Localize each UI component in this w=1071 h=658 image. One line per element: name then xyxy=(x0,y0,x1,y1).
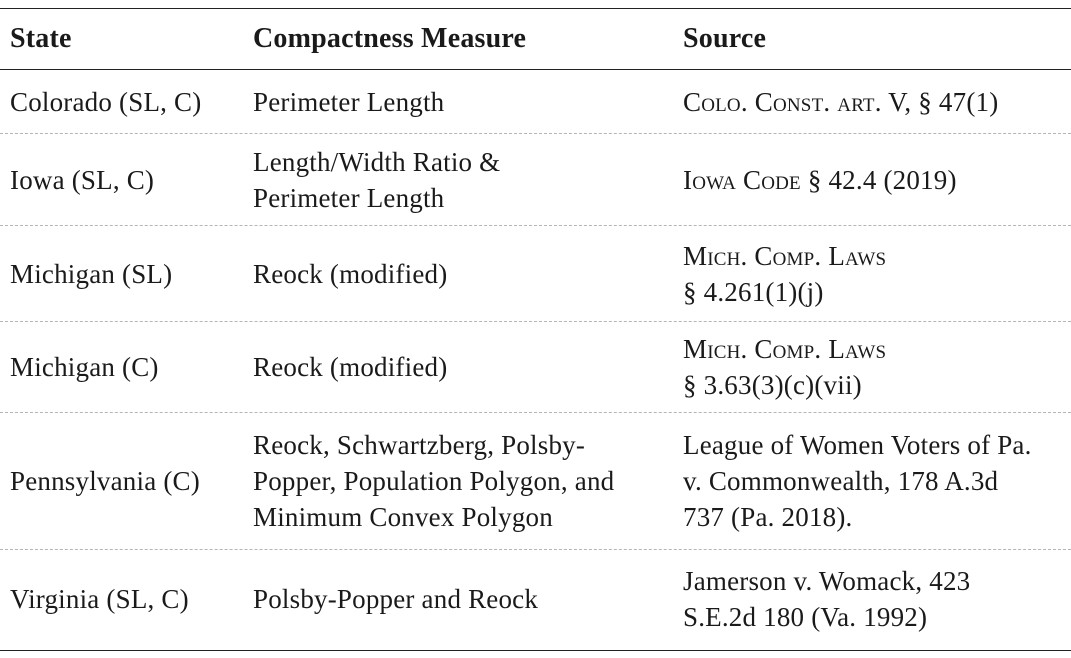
source-cell xyxy=(683,226,1068,321)
measure-line: Polsby-Popper and Reock xyxy=(253,584,539,614)
state-cell: Michigan (C) xyxy=(10,352,159,382)
header-compactness-measure: Compactness Measure xyxy=(253,23,527,54)
source-line: § 4.261(1)(j) xyxy=(683,276,824,307)
measure-line: Length/Width Ratio & xyxy=(253,146,501,177)
source-cell xyxy=(683,322,1068,412)
table-row xyxy=(0,550,1071,648)
table-top-rule xyxy=(0,8,1071,9)
table-row xyxy=(0,322,1071,413)
measure-line: Reock (modified) xyxy=(253,258,448,289)
table-header-rule xyxy=(0,69,1071,70)
measure-cell xyxy=(253,134,673,225)
table-row xyxy=(0,413,1071,550)
table-row xyxy=(0,226,1071,322)
source-line: § 3.63(3)(c)(vii) xyxy=(683,370,862,400)
state-cell: Colorado (SL, C) xyxy=(10,87,202,117)
source-line: Colo. Const. art. V, § 47(1) xyxy=(683,87,999,117)
measure-cell xyxy=(253,322,673,412)
source-line: Jamerson v. Womack, 423 xyxy=(683,566,971,596)
source-line: League of Women Voters of Pa. xyxy=(683,430,1032,460)
source-cell xyxy=(683,134,1068,225)
state-cell: Pennsylvania (C) xyxy=(10,466,200,496)
measure-cell xyxy=(253,226,673,321)
source-cell xyxy=(683,71,1068,133)
source-line: v. Commonwealth, 178 A.3d xyxy=(683,466,999,496)
source-line: Mich. Comp. Laws xyxy=(683,240,887,271)
measure-line: Popper, Population Polygon, and xyxy=(253,466,615,496)
state-cell: Virginia (SL, C) xyxy=(10,584,189,614)
table-row xyxy=(0,71,1071,134)
measure-cell xyxy=(253,413,673,549)
measure-line: Perimeter Length xyxy=(253,87,445,117)
source-cell xyxy=(683,550,1068,648)
source-cell xyxy=(683,413,1068,549)
measure-line: Minimum Convex Polygon xyxy=(253,502,553,532)
measure-line: Perimeter Length xyxy=(253,182,445,213)
table-bottom-rule xyxy=(0,650,1071,651)
measure-line: Reock, Schwartzberg, Polsby- xyxy=(253,430,586,460)
state-cell: Iowa (SL, C) xyxy=(10,164,155,195)
header-source: Source xyxy=(683,23,767,54)
source-line: Mich. Comp. Laws xyxy=(683,334,887,364)
source-line: Iowa Code § 42.4 (2019) xyxy=(683,164,957,195)
measure-cell xyxy=(253,550,673,648)
source-line: S.E.2d 180 (Va. 1992) xyxy=(683,602,928,632)
source-line: 737 (Pa. 2018). xyxy=(683,502,853,532)
measure-line: Reock (modified) xyxy=(253,352,448,382)
state-cell: Michigan (SL) xyxy=(10,258,173,289)
header-state: State xyxy=(10,23,72,54)
table-header-row xyxy=(0,10,1071,68)
measure-cell xyxy=(253,71,673,133)
table-row xyxy=(0,134,1071,226)
